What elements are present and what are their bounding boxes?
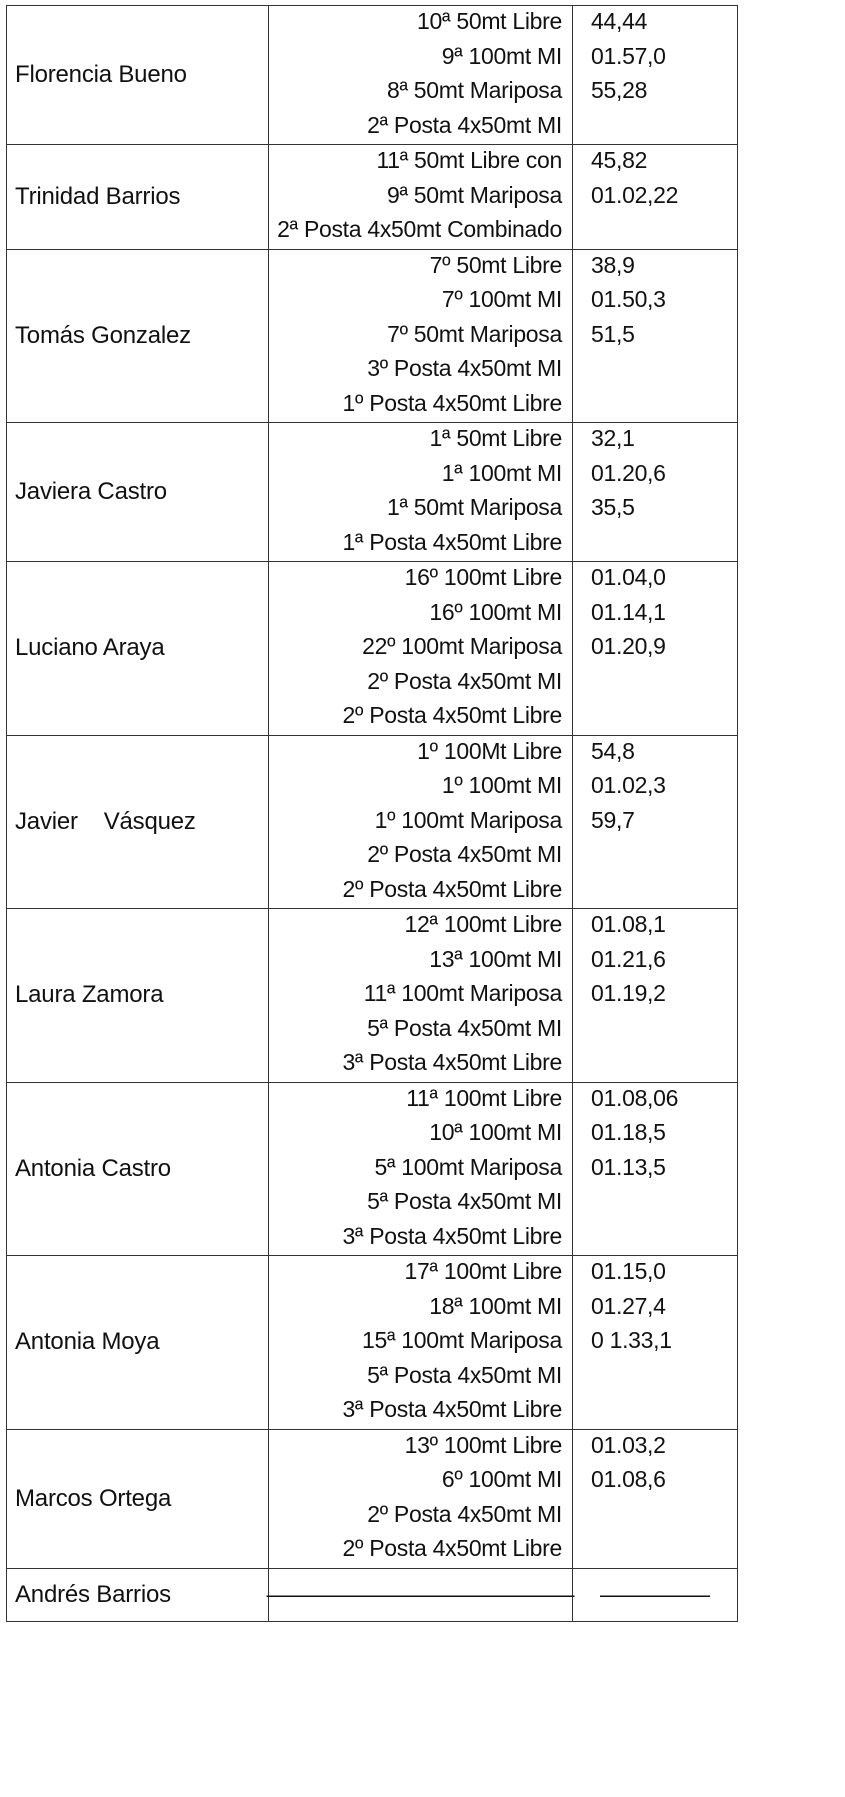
times-cell	[573, 250, 738, 423]
athlete-name: Javiera Castro	[7, 423, 269, 561]
time-value: 45,82	[591, 147, 648, 173]
event-label: 2ª Posta 4x50mt Combinado	[277, 216, 562, 242]
time-value: 01.13,5	[591, 1153, 666, 1180]
time-value: 35,5	[591, 494, 635, 520]
time-value: 01.04,0	[591, 564, 666, 590]
event-label: 10ª 100mt MI	[429, 1119, 562, 1145]
time-value: 38,9	[591, 251, 635, 278]
time-value: 01.08,06	[591, 1084, 679, 1111]
table-row	[7, 1256, 738, 1430]
table-row	[7, 909, 738, 1083]
time-value: 01.57,0	[591, 42, 666, 69]
events-cell	[269, 145, 573, 249]
event-label: 5ª Posta 4x50mt MI	[367, 1014, 562, 1041]
times-cell	[573, 6, 738, 144]
event-label: 2ª Posta 4x50mt MI	[367, 111, 562, 138]
event-label: 5ª 100mt Mariposa	[374, 1153, 562, 1180]
event-label: 8ª 50mt Mariposa	[386, 77, 562, 103]
event-label: 16º 100mt Libre	[404, 564, 562, 590]
event-label: 2º Posta 4x50mt Libre	[342, 702, 562, 728]
time-value: 01.50,3	[591, 286, 666, 312]
event-label: 1º Posta 4x50mt Libre	[342, 389, 562, 416]
times-cell	[573, 909, 738, 1082]
athlete-name: Luciano Araya	[7, 562, 269, 735]
event-label: 7º 100mt MI	[441, 286, 562, 312]
event-label: 15ª 100mt Mariposa	[362, 1327, 562, 1353]
event-label: 13º 100mt Libre	[404, 1431, 562, 1458]
time-value: 01.03,2	[591, 1431, 666, 1458]
event-label: 9ª 100mt MI	[441, 42, 562, 69]
event-label: 2º Posta 4x50mt MI	[367, 1500, 562, 1527]
times-cell	[573, 1430, 738, 1568]
event-label: 3ª Posta 4x50mt Libre	[342, 1396, 562, 1422]
table-row	[7, 1569, 738, 1622]
event-label: 1º 100Mt Libre	[417, 737, 562, 764]
time-value: 54,8	[591, 737, 635, 764]
event-label: 1ª 100mt MI	[441, 459, 562, 486]
time-value: 32,1	[591, 425, 635, 451]
time-value: 44,44	[591, 8, 648, 34]
event-label: 5ª Posta 4x50mt MI	[367, 1188, 562, 1214]
times-cell	[573, 736, 738, 909]
time-value: 59,7	[591, 806, 635, 833]
event-label: 3º Posta 4x50mt MI	[367, 355, 562, 381]
time-value: 01.14,1	[591, 598, 666, 625]
times-placeholder: —————	[600, 1581, 710, 1607]
events-cell	[269, 736, 573, 909]
event-label: 7º 50mt Mariposa	[387, 320, 562, 347]
event-label: 18ª 100mt MI	[429, 1292, 562, 1319]
event-label: 3ª Posta 4x50mt Libre	[342, 1222, 562, 1249]
results-table	[6, 5, 738, 1622]
event-label: 17ª 100mt Libre	[404, 1258, 562, 1284]
time-value: 01.08,1	[591, 911, 666, 937]
events-cell	[269, 6, 573, 144]
time-value: 01.19,2	[591, 980, 666, 1006]
events-placeholder: ——————————————	[266, 1581, 575, 1607]
athlete-name: Andrés Barrios	[7, 1569, 269, 1621]
event-label: 1ª Posta 4x50mt Libre	[342, 528, 562, 555]
event-label: 1ª 50mt Mariposa	[386, 494, 562, 520]
athlete-name: Tomás Gonzalez	[7, 250, 269, 423]
event-label: 7º 50mt Libre	[429, 251, 562, 278]
event-label: 11ª 100mt Libre	[406, 1084, 562, 1111]
event-label: 6º 100mt MI	[441, 1466, 562, 1492]
event-label: 13ª 100mt MI	[429, 945, 562, 972]
event-label: 2º Posta 4x50mt Libre	[342, 1535, 562, 1561]
athlete-name: Trinidad Barrios	[7, 145, 269, 249]
table-row	[7, 145, 738, 250]
event-label: 3ª Posta 4x50mt Libre	[342, 1049, 562, 1075]
event-label: 5ª Posta 4x50mt MI	[367, 1361, 562, 1388]
table-row	[7, 250, 738, 424]
time-value: 55,28	[591, 77, 648, 103]
event-label: 12ª 100mt Libre	[404, 911, 562, 937]
events-cell	[269, 909, 573, 1082]
time-value: 01.20,6	[591, 459, 666, 486]
event-label: 1º 100mt Mariposa	[374, 806, 562, 833]
times-cell	[573, 1569, 738, 1621]
table-row	[7, 1083, 738, 1257]
athlete-name: Laura Zamora	[7, 909, 269, 1082]
time-value: 01.27,4	[591, 1292, 666, 1319]
event-label: 2º Posta 4x50mt Libre	[342, 875, 562, 902]
events-cell	[266, 1569, 575, 1621]
time-value: 51,5	[591, 320, 635, 347]
event-label: 11ª 100mt Mariposa	[363, 980, 562, 1006]
athlete-name: Antonia Castro	[7, 1083, 269, 1256]
events-cell	[269, 1083, 573, 1256]
times-cell	[573, 145, 738, 249]
times-cell	[573, 1083, 738, 1256]
event-label: 2º Posta 4x50mt MI	[367, 667, 562, 694]
times-cell	[573, 1256, 738, 1429]
events-cell	[269, 1430, 573, 1568]
event-label: 9ª 50mt Mariposa	[386, 181, 562, 208]
time-value: 01.08,6	[591, 1466, 666, 1492]
time-value: 01.21,6	[591, 945, 666, 972]
events-cell	[269, 423, 573, 561]
time-value: 01.02,22	[591, 181, 679, 208]
table-row	[7, 1430, 738, 1569]
events-cell	[269, 250, 573, 423]
table-row	[7, 562, 738, 736]
event-label: 11ª 50mt Libre con	[376, 147, 562, 173]
time-value: 01.15,0	[591, 1258, 666, 1284]
event-label: 10ª 50mt Libre	[417, 8, 562, 34]
event-label: 2º Posta 4x50mt MI	[367, 841, 562, 867]
event-label: 1º 100mt MI	[441, 772, 562, 798]
event-label: 22º 100mt Mariposa	[362, 633, 562, 659]
time-value: 01.18,5	[591, 1119, 666, 1145]
table-row	[7, 423, 738, 562]
events-cell	[269, 1256, 573, 1429]
events-cell	[269, 562, 573, 735]
athlete-name: Antonia Moya	[7, 1256, 269, 1429]
athlete-name: Javier Vásquez	[7, 736, 269, 909]
athlete-name: Florencia Bueno	[7, 6, 269, 144]
athlete-name: Marcos Ortega	[7, 1430, 269, 1568]
times-cell	[573, 423, 738, 561]
time-value: 0 1.33,1	[591, 1327, 672, 1353]
times-cell	[573, 562, 738, 735]
event-label: 1ª 50mt Libre	[429, 425, 562, 451]
table-row	[7, 6, 738, 145]
time-value: 01.02,3	[591, 772, 666, 798]
time-value: 01.20,9	[591, 633, 666, 659]
event-label: 16º 100mt MI	[429, 598, 562, 625]
table-row	[7, 736, 738, 910]
